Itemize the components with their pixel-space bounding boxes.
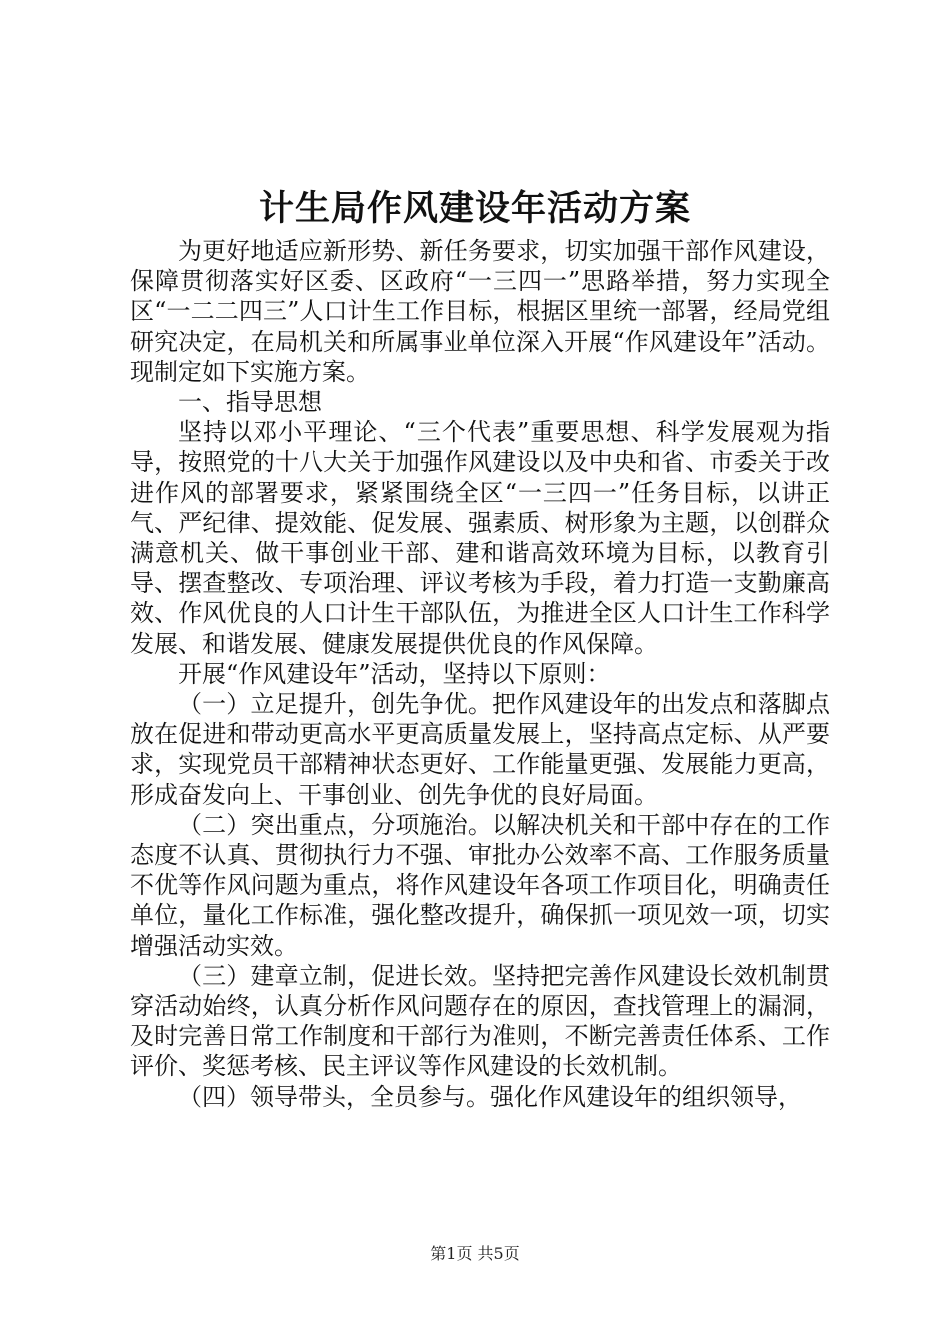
paragraph-principle-4: （四）领导带头，全员参与。强化作风建设年的组织领导， <box>178 1082 802 1111</box>
paragraph-guiding-thought: 坚持以邓小平理论、“三个代表”重要思想、科学发展观为指导，按照党的十八大关于加强作风建设以及中央和省、市委关于改进作风的部署要求，紧紧围绕全区“一三四一”任务目标，以讲正气、严纪律、提效能、促发展、强素质、树形象为主题，以创群众满意机关、做干事创业干部、建和谐高效环境为目标，以教育引导、摆查整改、专项治理、评议考核为手段，着力打造一支勤廉高效、作风优良的人口计生干部队伍，为推进全区人口计生工作科学发展、和谐发展、健康发展提供优良的作风保障。 <box>130 418 830 658</box>
paragraph-intro: 为更好地适应新形势、新任务要求，切实加强干部作风建设，保障贯彻落实好区委、区政府“一三四一”思路举措，努力实现全区“一二二四三”人口计生工作目标，根据区里统一部署，经局党组研究决定，在局机关和所属事业单位深入开展“作风建设年”活动。现制定如下实施方案。 <box>130 237 830 386</box>
section-heading-guiding-thought: 一、指导思想 <box>178 388 322 417</box>
page-number-footer: 第1页 共5页 <box>430 1244 520 1263</box>
paragraph-principles-intro: 开展“作风建设年”活动，坚持以下原则： <box>178 659 611 688</box>
paragraph-principle-2: （二）突出重点，分项施治。以解决机关和干部中存在的工作态度不认真、贯彻执行力不强、审批办公效率不高、工作服务质量不优等作风问题为重点，将作风建设年各项工作项目化，明确责任单位，量化工作标准，强化整改提升，确保抓一项见效一项，切实增强活动实效。 <box>130 810 830 960</box>
paragraph-principle-3: （三）建章立制，促进长效。坚持把完善作风建设长效机制贯穿活动始终，认真分析作风问题存在的原因，查找管理上的漏洞，及时完善日常工作制度和干部行为准则，不断完善责任体系、工作评价、奖惩考核、民主评议等作风建设的长效机制。 <box>130 961 830 1081</box>
document-title: 计生局作风建设年活动方案 <box>258 188 691 229</box>
paragraph-principle-1: （一）立足提升，创先争优。把作风建设年的出发点和落脚点放在促进和带动更高水平更高质量发展上，坚持高点定标、从严要求，实现党员干部精神状态更好、工作能量更强、发展能力更高，形成奋发向上、干事创业、创先争优的良好局面。 <box>130 690 830 809</box>
document-body <box>130 236 830 1112</box>
